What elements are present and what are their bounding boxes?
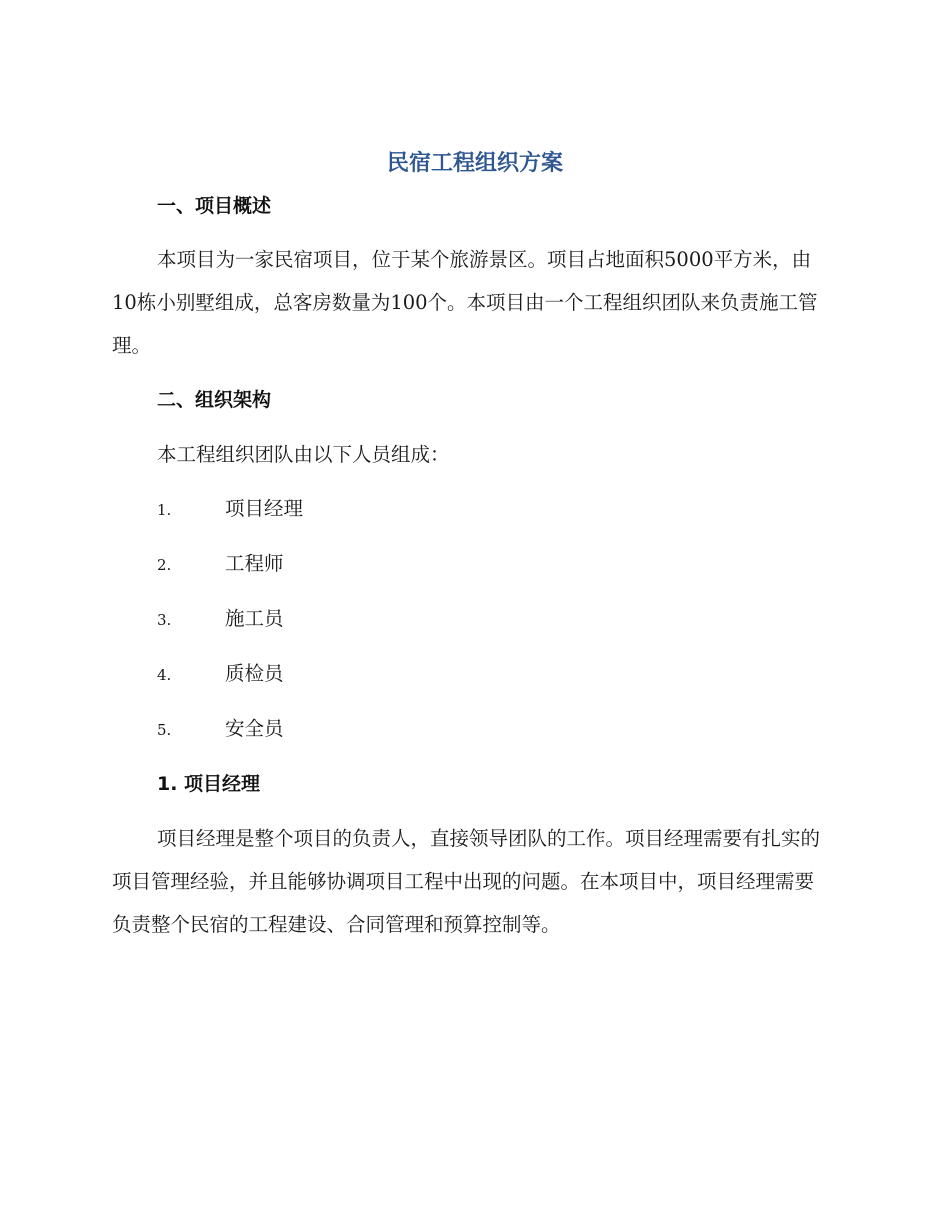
list-number: 5. bbox=[157, 721, 172, 739]
organization-intro: 本工程组织团队由以下人员组成： bbox=[157, 443, 450, 466]
section-heading-organization: 二、组织架构 bbox=[157, 389, 272, 411]
list-text: 安全员 bbox=[225, 717, 284, 740]
subsection-heading-project-manager: 1. 项目经理 bbox=[157, 773, 261, 795]
list-number: 1. bbox=[157, 501, 172, 519]
project-manager-paragraph: 项目经理是整个项目的负责人，直接领导团队的工作。项目经理需要有扎实的项目管理经验，并且能够协调项目工程中出现的问题。在本项目中，项目经理需要负责整个民宿的工程建设、合同管理和预算控制等。 bbox=[112, 827, 821, 936]
list-text: 项目经理 bbox=[225, 497, 304, 520]
list-number: 2. bbox=[157, 556, 172, 574]
list-text: 质检员 bbox=[225, 662, 284, 685]
list-number: 4. bbox=[157, 666, 172, 684]
list-text: 施工员 bbox=[225, 607, 284, 630]
list-number: 3. bbox=[157, 611, 172, 629]
list-text: 工程师 bbox=[225, 552, 284, 575]
document-title: 民宿工程组织方案 bbox=[386, 151, 563, 176]
overview-paragraph: 本项目为一家民宿项目，位于某个旅游景区。项目占地面积5000平方米，由10栋小别墅组成，总客房数量为100个。本项目由一个工程组织团队来负责施工管理。 bbox=[112, 248, 818, 357]
section-heading-overview: 一、项目概述 bbox=[157, 195, 272, 217]
